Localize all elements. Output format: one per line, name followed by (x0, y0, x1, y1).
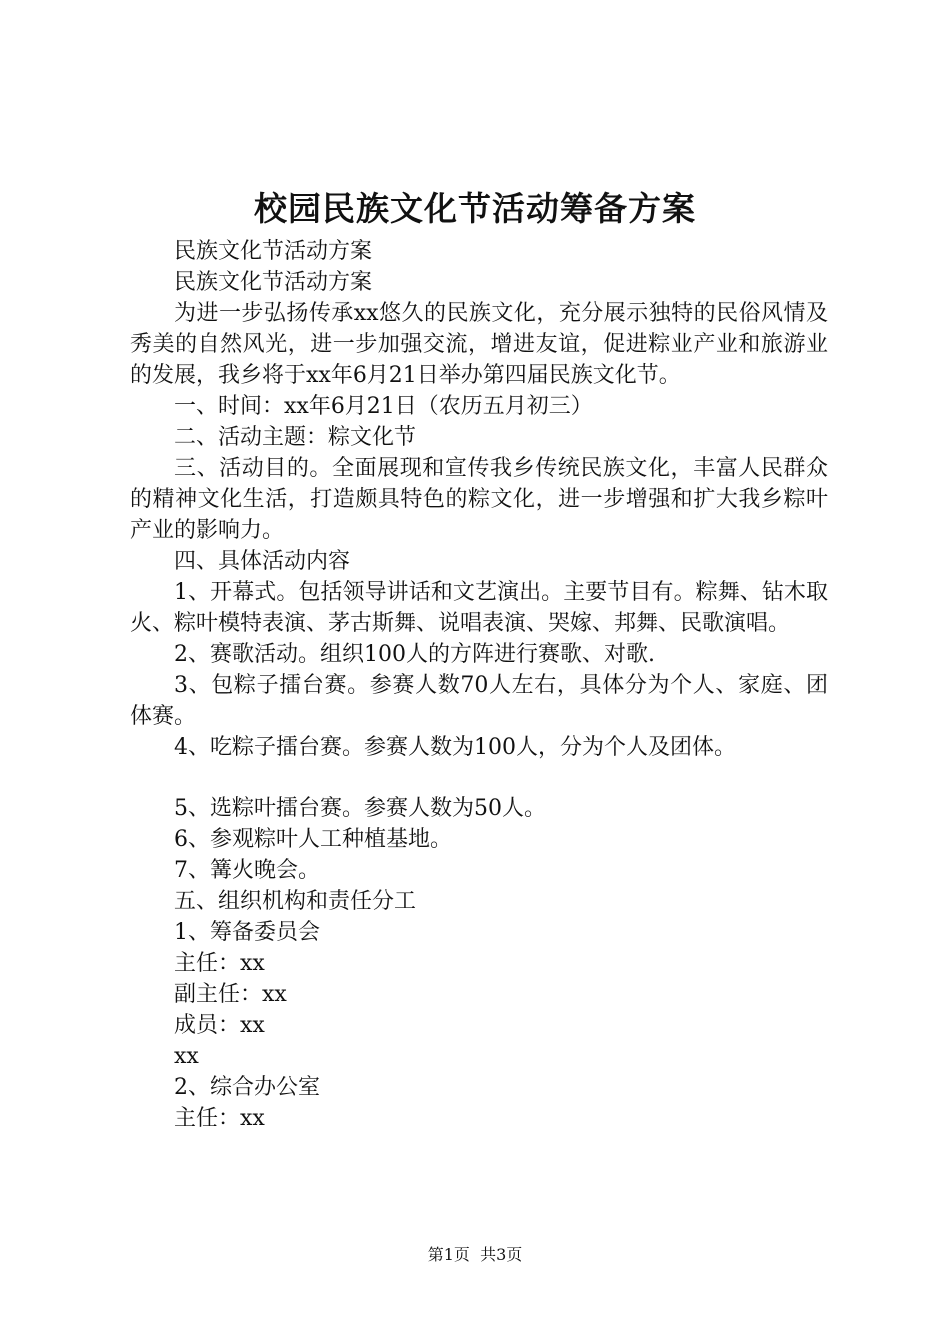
paragraph: 1、开幕式。包括领导讲话和文艺演出。主要节目有。粽舞、钻木取火、粽叶模特表演、茅古斯舞、说唱表演、哭嫁、邦舞、民歌演唱。 (130, 580, 828, 636)
page-number: 第1页 (427, 1245, 470, 1264)
paragraph: 6、参观粽叶人工种植基地。 (174, 827, 452, 852)
paragraph: 三、活动目的。全面展现和宣传我乡传统民族文化，丰富人民群众的精神文化生活，打造颇具特色的粽文化，进一步增强和扩大我乡粽叶产业的影响力。 (130, 456, 828, 543)
paragraph: 5、选粽叶擂台赛。参赛人数为50人。 (174, 796, 546, 821)
paragraph: 7、篝火晚会。 (174, 858, 320, 883)
paragraph: 2、赛歌活动。组织100人的方阵进行赛歌、对歌. (174, 642, 655, 667)
document-body (130, 236, 828, 1134)
paragraph: 3、包粽子擂台赛。参赛人数70人左右，具体分为个人、家庭、团体赛。 (130, 673, 828, 729)
paragraph: 主任：xx (174, 1106, 265, 1131)
paragraph: 副主任：xx (174, 982, 287, 1007)
footer-separator (470, 1245, 480, 1264)
page-footer (0, 1244, 950, 1266)
paragraph: 1、筹备委员会 (174, 920, 320, 945)
paragraph: xx (174, 1044, 199, 1069)
paragraph: 4、吃粽子擂台赛。参赛人数为100人，分为个人及团体。 (174, 735, 736, 760)
paragraph: 一、时间：xx年6月21日（农历五月初三） (174, 394, 593, 419)
paragraph: 民族文化节活动方案 (174, 239, 373, 264)
paragraph: 四、具体活动内容 (174, 549, 351, 574)
paragraph: 主任：xx (174, 951, 265, 976)
paragraph: 2、综合办公室 (174, 1075, 320, 1100)
paragraph: 五、组织机构和责任分工 (174, 889, 417, 914)
page-total: 共3页 (480, 1245, 523, 1264)
document-title: 校园民族文化节活动筹备方案 (254, 189, 696, 228)
paragraph: 为进一步弘扬传承xx悠久的民族文化，充分展示独特的民俗风情及秀美的自然风光，进一步加强交流，增进友谊，促进粽业产业和旅游业的发展，我乡将于xx年6月21日举办第四届民族文化节。 (130, 301, 828, 388)
paragraph: 成员：xx (174, 1013, 265, 1038)
paragraph: 二、活动主题：粽文化节 (174, 425, 417, 450)
paragraph: 民族文化节活动方案 (174, 270, 373, 295)
